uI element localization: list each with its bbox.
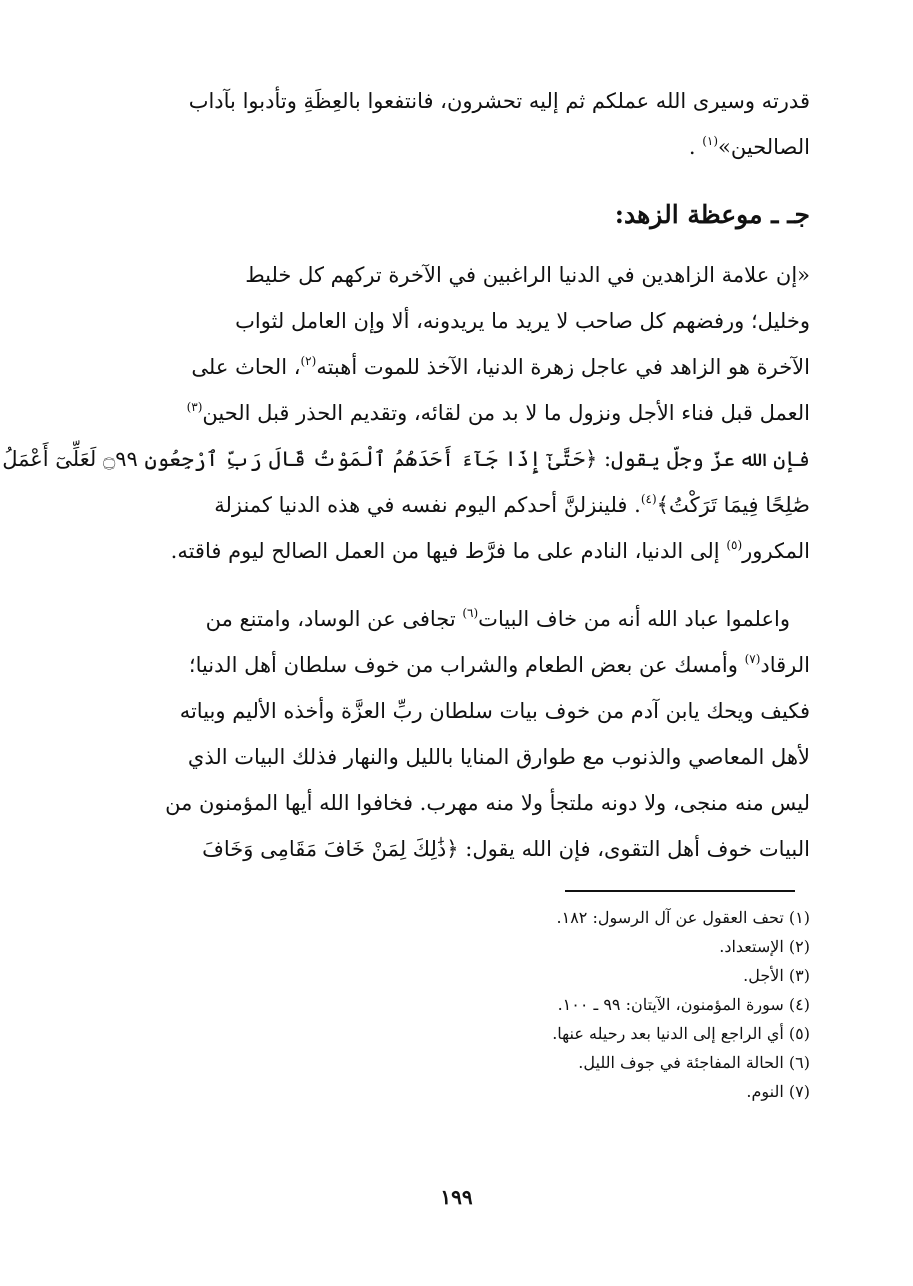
footnote-ref: (٦) [462,606,479,620]
text-line: ليس منه منجى، ولا دونه ملتجأ ولا منه مهرب. فخافوا الله أيها المؤمنون من [165,791,810,815]
footnote-divider [565,890,795,892]
bayat-paragraph [110,596,810,872]
footnote-item: (٥) أي الراجع إلى الدنيا بعد رحيله عنها. [552,1024,810,1043]
footnotes [300,903,810,1106]
zuhd-paragraph [2,252,810,574]
text-line: المكرور$^{(٥)}$ إلى الدنيا، النادم على ما فرَّط فيها من العمل الصالح ليوم فاقته. [170,538,810,563]
footnote-ref: (٧) [744,652,761,666]
text-line: لأهل المعاصي والذنوب مع طوارق المنايا بالليل والنهار فذلك البيات الذي [187,745,810,769]
quran-line: البيات خوف أهل التقوى، فإن الله يقول: ﴿ذَٰلِكَ لِمَنْ خَافَ مَقَامِى وَخَافَ [202,837,810,861]
footnote-item: (٣) الأجل. [743,966,810,985]
page-body [2,78,810,872]
text-line: الآخرة هو الزاهد في عاجل زهرة الدنيا، الآخذ للموت أهبته$^{(٢)}$، الحاث على [191,354,810,379]
footnote-item: (٧) النوم. [746,1082,810,1101]
text-line: «إن علامة الزاهدين في الدنيا الراغبين في الآخرة تركهم كل خليط [245,263,810,287]
footnote-item: (٢) الإستعداد. [719,937,810,956]
footnote-ref: (٣) [186,400,203,414]
footnote-item: (١) تحف العقول عن آل الرسول: ١٨٢. [556,908,810,927]
page-number: ١٩٩ [440,1185,473,1209]
footnote-item: (٦) الحالة المفاجئة في جوف الليل. [578,1053,810,1072]
text-line: قدرته وسيرى الله عملكم ثم إليه تحشرون، فانتفعوا بالعِظَةِ وتأدبوا بآداب [188,89,810,113]
top-paragraph [110,78,810,170]
quran-line: فإن الله عزّ وجلّ يقول: ﴿حَتَّىٰٓ إِذَا جَآءَ أَحَدَهُمُ ٱلْمَوْتُ قَالَ رَبِّ ٱرْجِعُونِ ۝٩٩ لَعَلِّىٓ أَعْمَلُ [2,447,810,471]
footnote-ref: (٥) [726,538,743,552]
footnote-item: (٤) سورة المؤمنون، الآيتان: ٩٩ ـ ١٠٠. [557,995,810,1014]
text-line: العمل قبل فناء الأجل ونزول ما لا بد من لقائه، وتقديم الحذر قبل الحين$^{(٣)}$ [186,400,810,425]
section-heading: جـ ـ موعظة الزهد: [614,200,810,229]
text-line: وخليل؛ ورفضهم كل صاحب لا يريد ما يريدونه، ألا وإن العامل لثواب [235,309,810,333]
footnote-ref: (١) [702,134,719,148]
quran-line: صَٰلِحًا فِيمَا تَرَكْتُ﴾$^{(٤)}$. فلينزلنَّ أحدكم اليوم نفسه في هذه الدنيا كمنزلة [214,492,810,517]
text-line: الصالحين»$^{(١)}$ . [688,134,810,159]
footnote-ref: (٤) [640,492,657,506]
footnote-ref: (٢) [300,354,317,368]
text-line: الرقاد$^{(٧)}$ وأمسك عن بعض الطعام والشراب من خوف سلطان أهل الدنيا؛ [188,652,810,677]
text-line: فكيف ويحك يابن آدم من خوف بيات سلطان ربِّ العزَّة وأخذه الأليم وبياته [179,699,810,723]
text-line: واعلموا عباد الله أنه من خاف البيات$^{(٦)}$ تجافى عن الوساد، وامتنع من [205,606,790,631]
